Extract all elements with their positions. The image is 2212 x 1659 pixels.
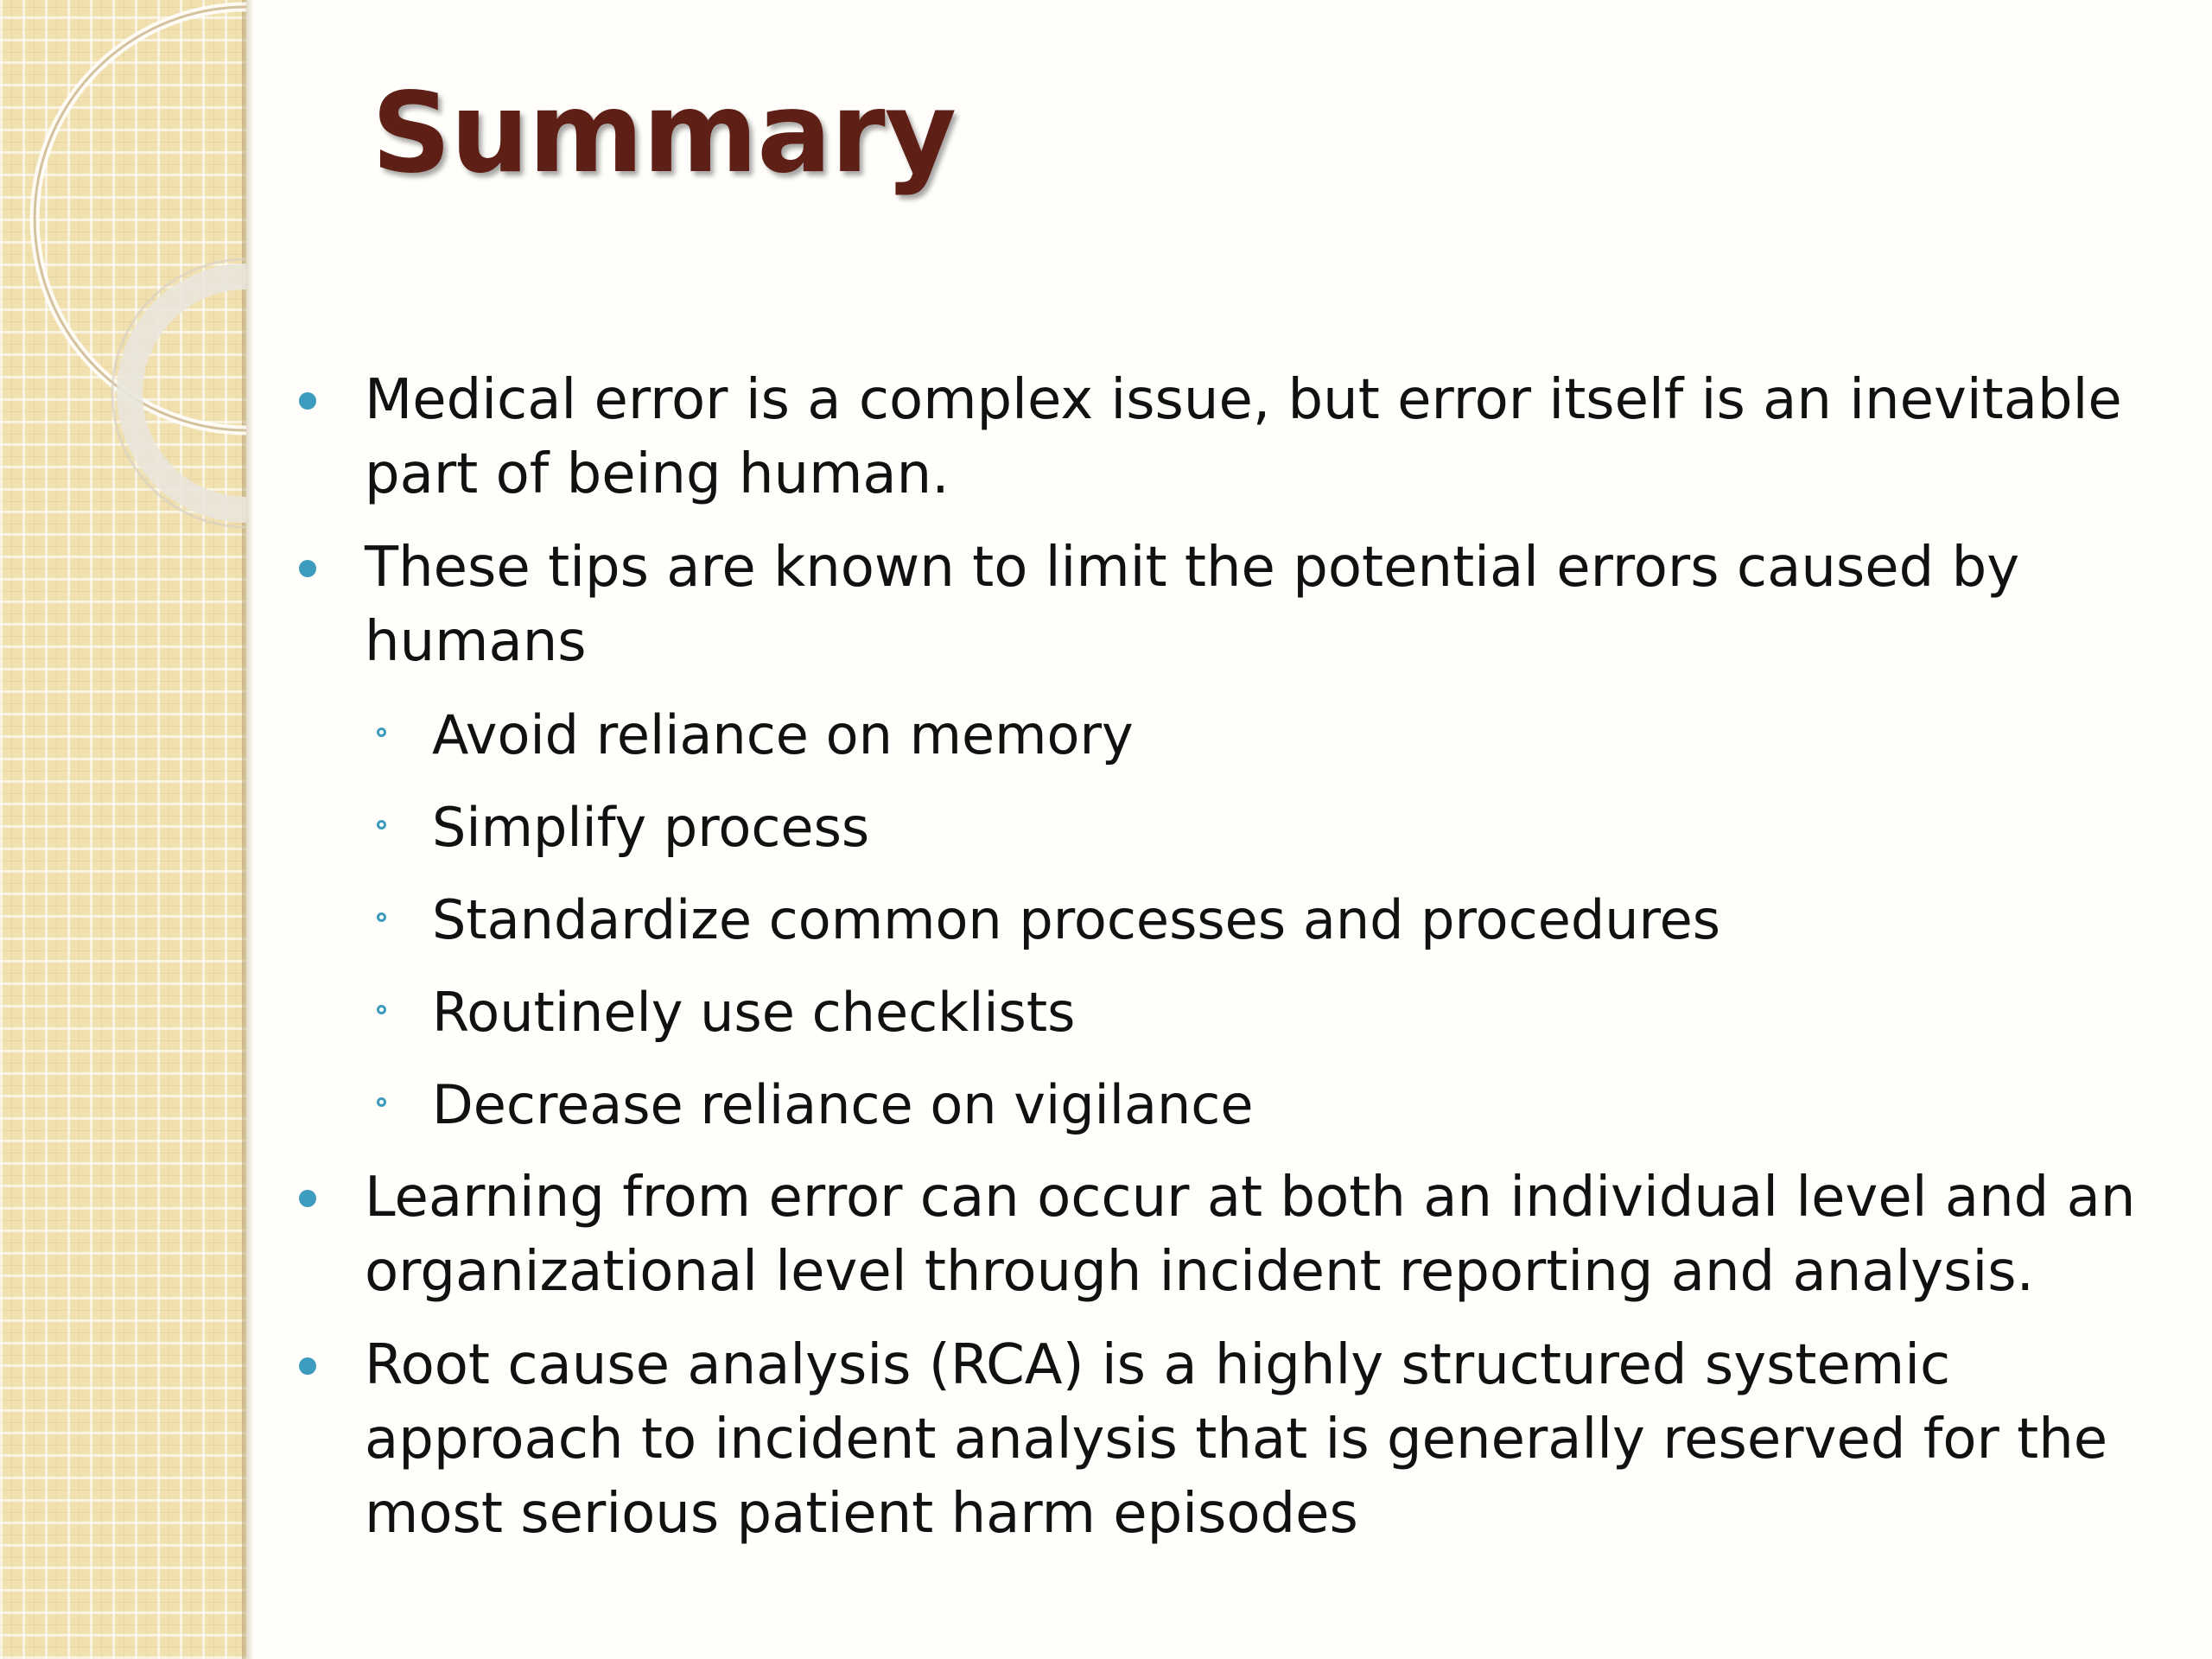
bullet-text: Learning from error can occur at both an individual level and an organizational level through incident reporting and analysis. — [365, 1166, 2136, 1304]
decorative-rings-icon — [0, 0, 259, 553]
sub-bullet-text: Standardize common processes and procedures — [432, 888, 1721, 951]
bullet-list — [294, 363, 2160, 1570]
sub-bullet-ring-icon — [377, 912, 386, 922]
sub-bullet-item — [294, 976, 2160, 1050]
sub-bullet-item — [294, 698, 2160, 772]
sub-bullet-text: Routinely use checklists — [432, 981, 1076, 1044]
bullet-text: Root cause analysis (RCA) is a highly structured systemic approach to incident analysis that is generally reserved for the most serious patient harm episodes — [365, 1333, 2108, 1546]
sub-bullet-ring-icon — [377, 1097, 386, 1107]
sub-bullet-item — [294, 883, 2160, 957]
bullet-dot-icon — [299, 1357, 316, 1375]
bullet-item — [294, 1160, 2160, 1309]
sub-bullet-ring-icon — [377, 1005, 386, 1014]
sub-bullet-text: Simplify process — [432, 796, 870, 859]
bullet-item — [294, 531, 2160, 679]
bullet-dot-icon — [299, 1190, 316, 1207]
sub-bullet-text: Avoid reliance on memory — [432, 703, 1134, 766]
sub-bullet-text: Decrease reliance on vigilance — [432, 1073, 1254, 1136]
sub-bullet-item — [294, 791, 2160, 865]
sub-bullet-ring-icon — [377, 728, 386, 737]
bullet-item — [294, 1328, 2160, 1551]
bullet-dot-icon — [299, 560, 316, 577]
bullet-dot-icon — [299, 392, 316, 410]
slide-title: Summary — [372, 69, 956, 198]
sub-bullet-ring-icon — [377, 820, 386, 830]
bullet-text: Medical error is a complex issue, but error itself is an inevitable part of being human. — [365, 368, 2122, 506]
bullet-text: These tips are known to limit the potential errors caused by humans — [365, 536, 2020, 674]
sub-bullet-item — [294, 1068, 2160, 1142]
bullet-item — [294, 363, 2160, 512]
